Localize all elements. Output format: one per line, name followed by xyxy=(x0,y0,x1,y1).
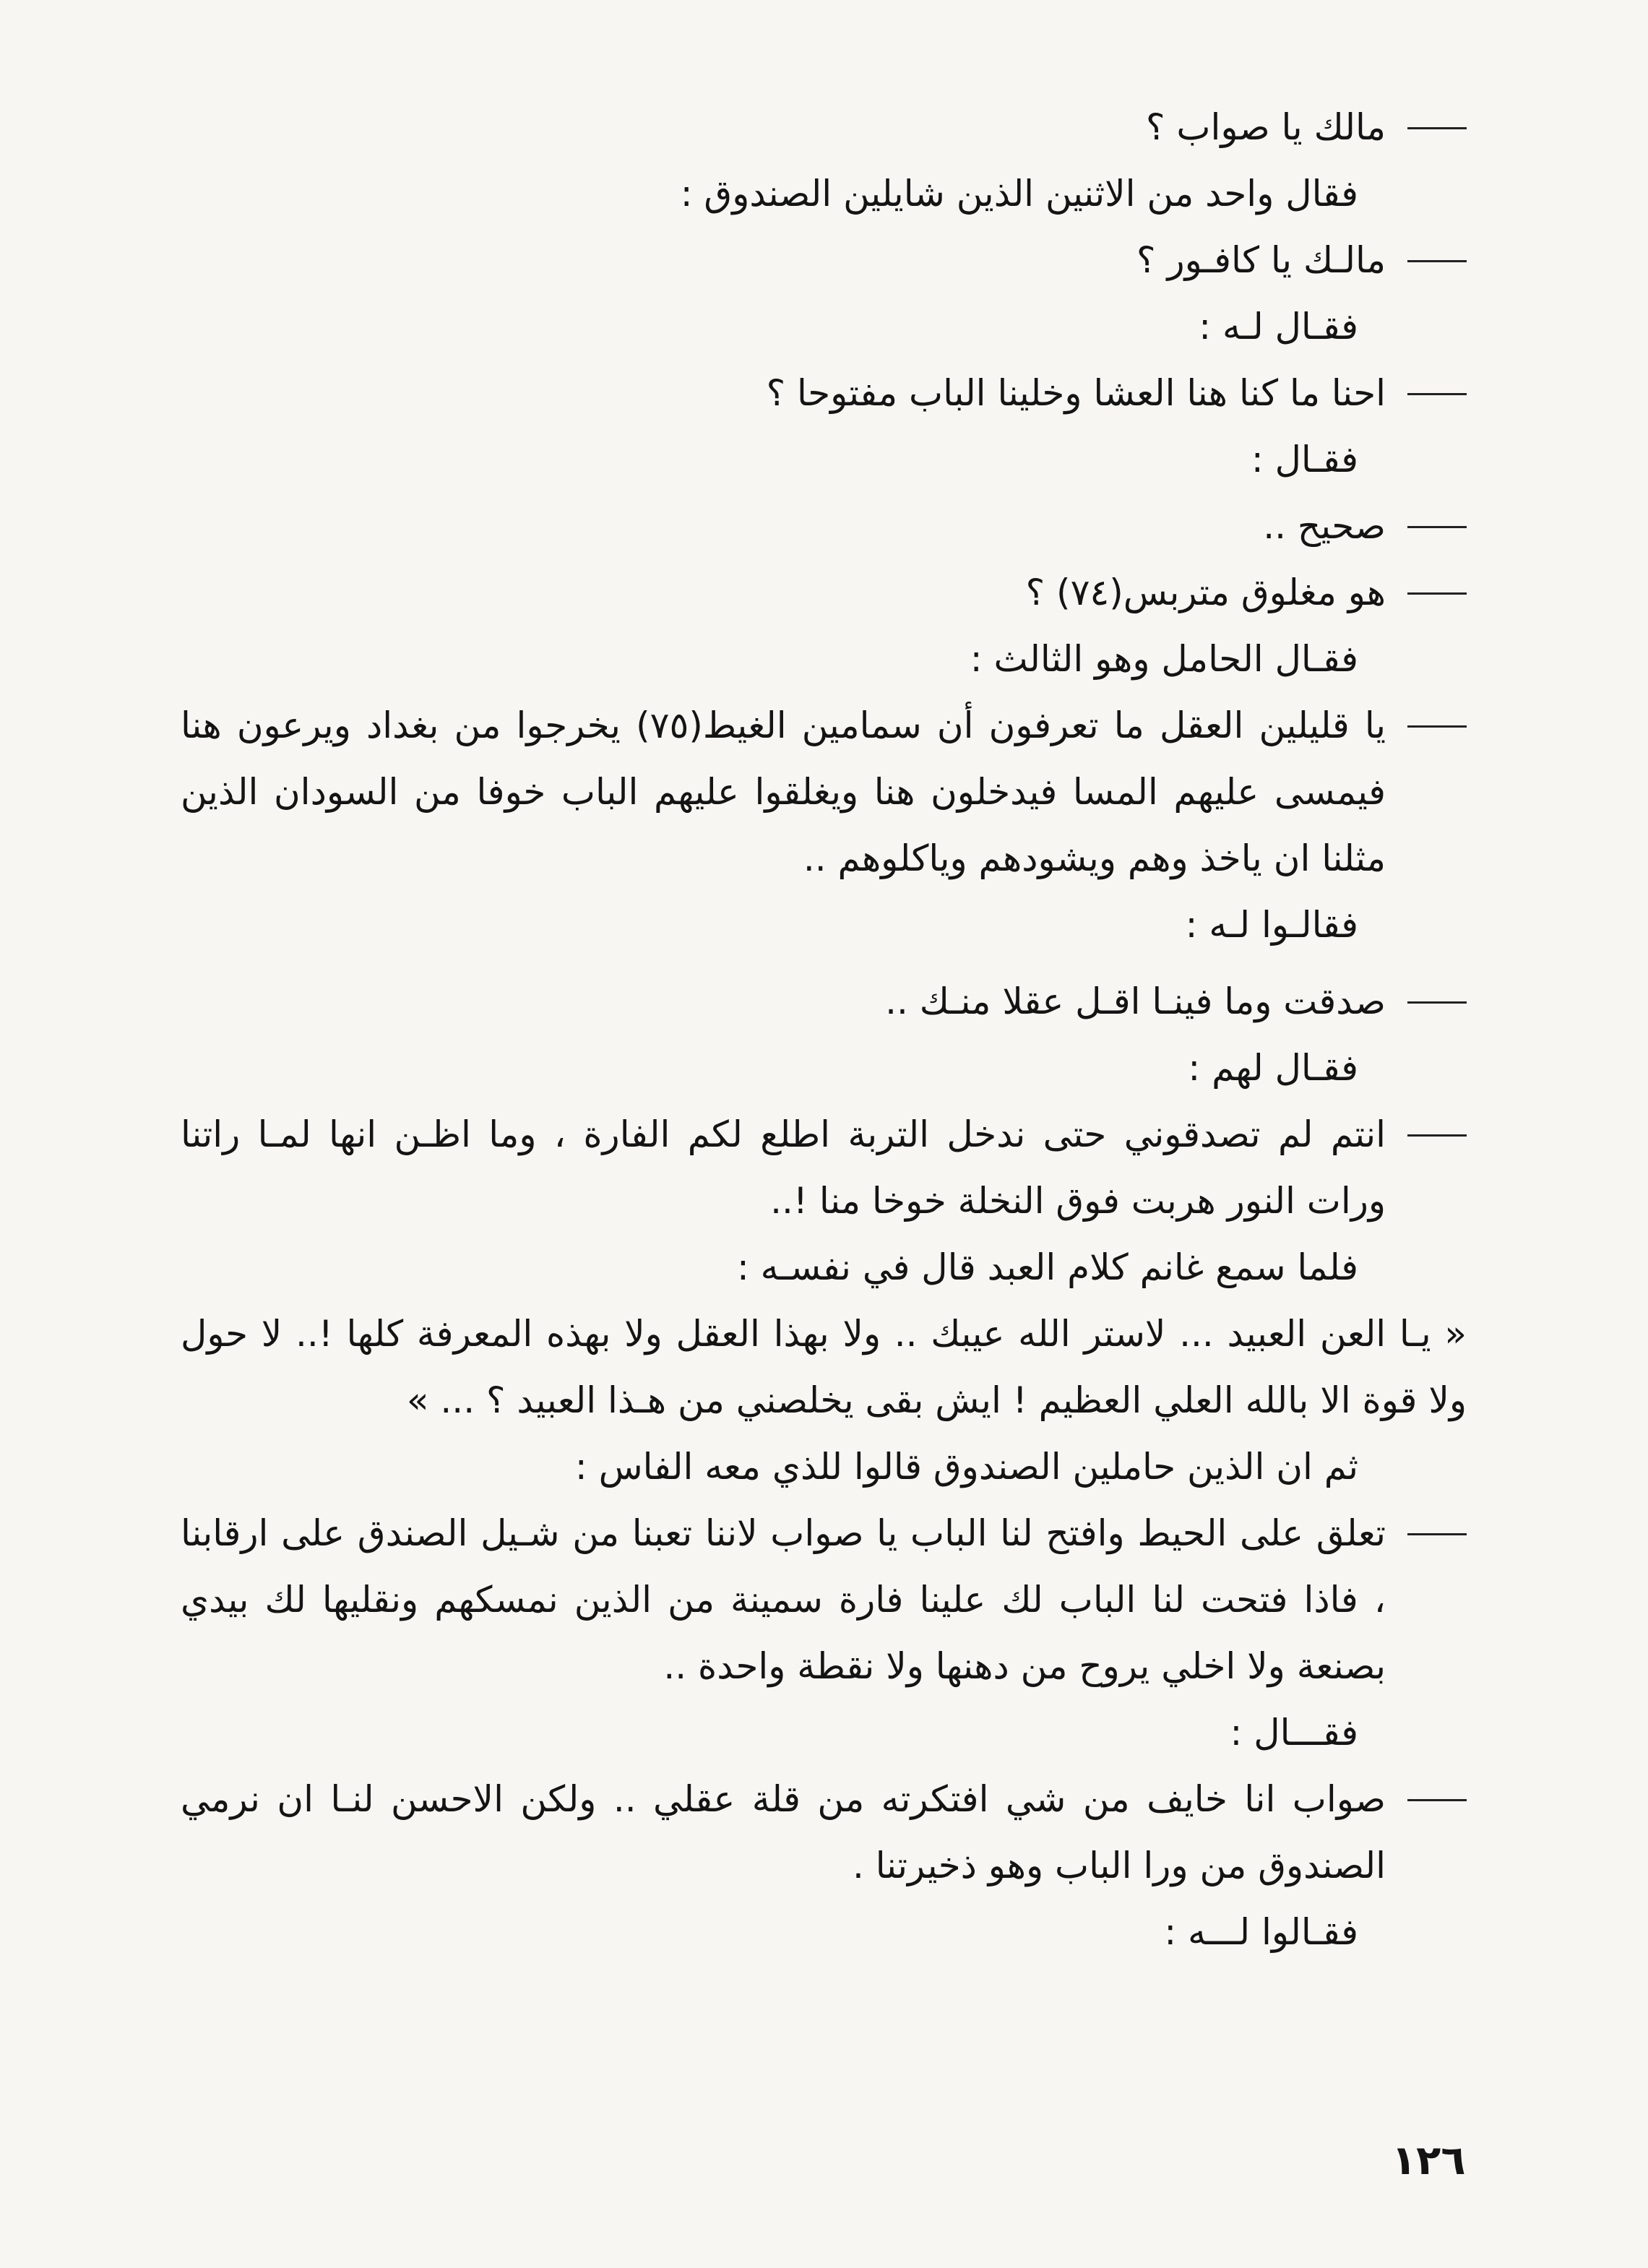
dialogue-dash xyxy=(1407,1799,1467,1801)
dialogue-dash xyxy=(1407,393,1467,395)
inner-monologue-quote: « يـا العن العبيد ... لاستر الله عيبك .. ولا بهذا العقل ولا بهذه المعرفة كلها !.. لا حول ولا قوة الا بالله العلي العظيم ! ايش بقى يخلصني من هـذا العبيد ؟ ... » xyxy=(181,1313,1467,1421)
narration-line xyxy=(181,892,1467,958)
narration-line xyxy=(181,1234,1467,1301)
dialogue-text: هو مغلوق متربس(٧٤) ؟ xyxy=(1025,572,1386,613)
narration-text: فقـال الحامل وهو الثالث : xyxy=(970,638,1358,680)
narration-line xyxy=(181,160,1467,227)
narration-line xyxy=(181,426,1467,493)
page-number: ١٢٦ xyxy=(1392,2137,1466,2184)
dialogue-text: صدقت وما فينـا اقـل عقلا منـك .. xyxy=(885,980,1386,1022)
narration-text: فقـالوا لـــه : xyxy=(1164,1911,1358,1953)
dialogue-text: احنا ما كنا هنا العشا وخلينا الباب مفتوحا ؟ xyxy=(766,372,1386,414)
narration-text: ثم ان الذين حاملين الصندوق قالوا للذي معه الفاس : xyxy=(574,1446,1358,1488)
dialogue-dash xyxy=(1407,1134,1467,1137)
dialogue-dash xyxy=(1407,127,1467,129)
narration-line xyxy=(181,1899,1467,1965)
dialogue-line xyxy=(181,227,1467,293)
dialogue-line xyxy=(181,94,1467,160)
narration-line xyxy=(181,626,1467,692)
dialogue-text: مالك يا صواب ؟ xyxy=(1145,106,1386,148)
narration-text: فلما سمع غانم كلام العبد قال في نفسـه : xyxy=(736,1246,1358,1288)
dialogue-dash xyxy=(1407,725,1467,728)
dialogue-paragraph-text: يا قليلين العقل ما تعرفون أن سمامين الغيط(٧٥) يخرجوا من بغداد ويرعون هنا فيمسى عليهم المسا فيدخلون هنا ويغلقوا عليهم الباب خوفا من السودان الذين مثلنا ان ياخذ وهم ويشودهم وياكلوهم .. xyxy=(181,704,1386,879)
dialogue-dash xyxy=(1407,1001,1467,1004)
dialogue-text: صحيح .. xyxy=(1263,505,1386,547)
dialogue-dash xyxy=(1407,526,1467,528)
dialogue-line xyxy=(181,493,1467,559)
dialogue-line xyxy=(181,360,1467,426)
dialogue-line xyxy=(181,968,1467,1035)
dialogue-dash xyxy=(1407,260,1467,262)
dialogue-paragraph xyxy=(181,1101,1467,1234)
dialogue-paragraph-text: تعلق على الحيط وافتح لنا الباب يا صواب لاننا تعبنا من شـيل الصندق على ارقابنا ، فاذا فتحت لنا الباب لك علينا فارة سمينة من الذين نمسكهم ونقليها لك بيدي بصنعة ولا اخلي يروح من دهنها ولا نقطة واحدة .. xyxy=(181,1512,1386,1687)
narration-text: فقـال لـه : xyxy=(1199,306,1358,348)
dialogue-dash xyxy=(1407,1533,1467,1535)
narration-text: فقـال لهم : xyxy=(1188,1047,1358,1089)
dialogue-text: مالـك يا كافـور ؟ xyxy=(1136,239,1386,281)
narration-text: فقـال : xyxy=(1251,439,1358,480)
dialogue-paragraph-text: صواب انا خايف من شي افتكرته من قلة عقلي .. ولكن الاحسن لنـا ان نرمي الصندوق من ورا الباب وهو ذخيرتنا . xyxy=(181,1778,1386,1887)
page-text xyxy=(181,94,1467,1965)
narration-line xyxy=(181,1433,1467,1500)
narration-text: فقال واحد من الاثنين الذين شايلين الصندوق : xyxy=(680,173,1358,215)
dialogue-dash xyxy=(1407,592,1467,595)
narration-line xyxy=(181,1035,1467,1101)
narration-line xyxy=(181,1699,1467,1766)
dialogue-paragraph-text: انتم لم تصدقوني حتى ندخل التربة اطلع لكم الفارة ، وما اظـن انها لمـا راتنا ورات النور هربت فوق النخلة خوخا منا !.. xyxy=(181,1113,1386,1222)
narration-line xyxy=(181,293,1467,360)
dialogue-paragraph xyxy=(181,1766,1467,1899)
dialogue-paragraph xyxy=(181,692,1467,892)
dialogue-paragraph xyxy=(181,1500,1467,1699)
narration-text: فقـــال : xyxy=(1230,1712,1358,1754)
narration-text: فقالـوا لـه : xyxy=(1185,904,1358,946)
dialogue-line xyxy=(181,559,1467,626)
